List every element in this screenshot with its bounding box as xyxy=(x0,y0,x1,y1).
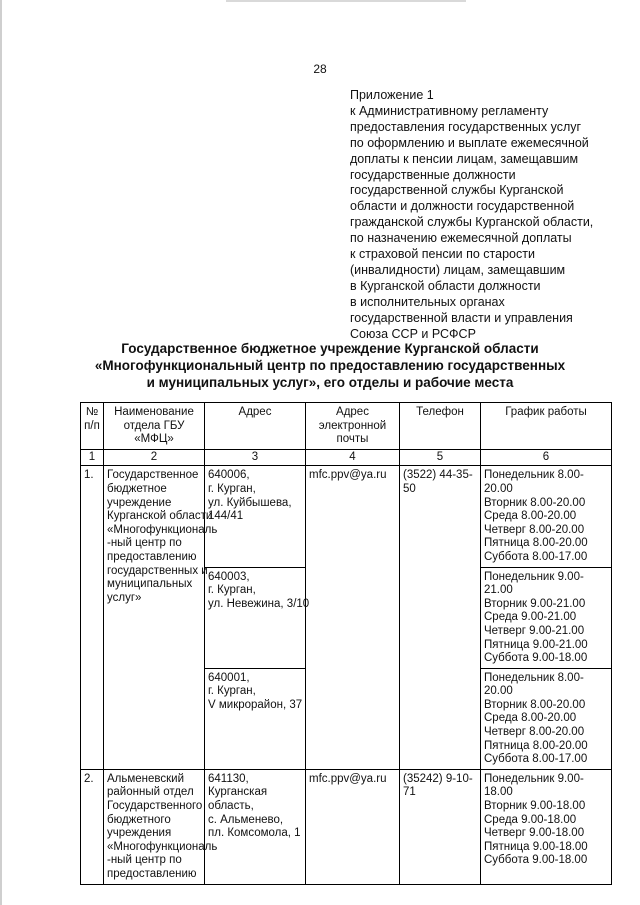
email-cell: mfc.ppv@ya.ru xyxy=(306,466,400,769)
text-line: доплаты к пенсии лицам, замещавшим xyxy=(350,151,579,166)
column-number-row xyxy=(81,449,612,466)
text-line: Курганской области xyxy=(107,510,213,523)
text-line: области и должности государственной xyxy=(350,199,575,214)
text-line: 71 xyxy=(403,786,416,799)
text-line: -ный центр по xyxy=(107,537,182,550)
col-number: 3 xyxy=(205,449,306,466)
text-line: услуг» xyxy=(107,591,142,604)
text-line: Союза ССР и РСФСР xyxy=(350,326,476,341)
text-line: 20.00 xyxy=(484,685,513,698)
text-line: г. Курган, xyxy=(208,584,256,597)
col-number: 5 xyxy=(400,449,481,466)
appendix-block xyxy=(350,88,622,343)
header-schedule: График работы xyxy=(481,403,612,450)
schedule-cell xyxy=(481,567,612,668)
text-line: к страховой пенсии по старости xyxy=(350,247,535,262)
text-line: муниципальных xyxy=(107,578,193,591)
text-line: 640006, xyxy=(208,469,250,482)
text-line: Понедельник 8.00- xyxy=(484,671,584,684)
text-line: Пятница 8.00-20.00 xyxy=(484,739,588,752)
text-line: бюджетного xyxy=(107,813,171,826)
header-email: Адрес электронной почты xyxy=(306,403,400,450)
text-line: Среда 9.00-21.00 xyxy=(484,611,577,624)
department-name xyxy=(104,769,218,884)
text-line: Среда 8.00-20.00 xyxy=(484,510,577,523)
text-line: и муниципальных услуг», его отделы и рабочие места xyxy=(146,375,514,390)
schedule-cell xyxy=(481,668,612,769)
text-line: пл. Комсомола, 1 xyxy=(208,827,301,840)
header-address: Адрес xyxy=(205,403,306,450)
address-cell xyxy=(205,668,306,769)
text-line: к Административному регламенту xyxy=(350,103,549,118)
row-number: 1. xyxy=(81,466,104,769)
text-line: учреждение xyxy=(107,496,172,509)
text-line: в исполнительных органах xyxy=(350,294,505,309)
scan-edge xyxy=(0,0,2,905)
col-number: 2 xyxy=(104,449,205,466)
text-line: предоставлению xyxy=(107,868,197,880)
schedule-cell xyxy=(481,769,612,884)
phone-cell xyxy=(400,466,481,769)
text-line: 50 xyxy=(403,482,416,495)
address-cell xyxy=(205,466,306,567)
text-line: Четверг 8.00-20.00 xyxy=(484,523,585,536)
text-line: 640001, xyxy=(208,671,250,684)
address-cell xyxy=(205,769,306,884)
text-line: ул. Невежина, 3/10 xyxy=(208,597,310,610)
text-line: (инвалидности) лицам, замещавшим xyxy=(350,262,566,277)
text-line: 18.00 xyxy=(484,786,513,799)
text-line: -ный центр по xyxy=(107,854,182,867)
text-line: Четверг 9.00-18.00 xyxy=(484,827,585,840)
row-number: 2. xyxy=(81,769,104,884)
col-number: 1 xyxy=(81,449,104,466)
header-phone: Телефон xyxy=(400,403,481,450)
text-line: Пятница 8.00-20.00 xyxy=(484,537,588,550)
text-line: Альменевский xyxy=(107,772,185,785)
text-line: предоставлению xyxy=(107,550,197,563)
table-row xyxy=(81,466,612,567)
text-line: Вторник 8.00-20.00 xyxy=(484,496,586,509)
text-line: государственные должности xyxy=(350,167,516,182)
text-line: 641130, xyxy=(208,772,249,785)
header-name: Наименование отдела ГБУ «МФЦ» xyxy=(104,403,205,450)
text-line: Четверг 9.00-21.00 xyxy=(484,624,585,637)
text-line: Приложение 1 xyxy=(350,88,434,102)
scan-top-mark xyxy=(226,0,466,2)
text-line: по оформлению и выплате ежемесячной xyxy=(350,135,589,150)
text-line: Суббота 8.00-17.00 xyxy=(484,753,588,766)
page-number: 28 xyxy=(313,62,327,76)
text-line: Вторник 8.00-20.00 xyxy=(484,698,586,711)
text-line: Государственного xyxy=(107,800,203,813)
text-line: Среда 9.00-18.00 xyxy=(484,813,577,826)
text-line: Государственное бюджетное учреждение Курганской области xyxy=(121,341,539,356)
text-line: 640003, xyxy=(208,570,250,583)
text-line: (3522) 44-35- xyxy=(403,469,473,482)
text-line: (35242) 9-10- xyxy=(403,772,473,785)
col-number: 6 xyxy=(481,449,612,466)
text-line: бюджетное xyxy=(107,482,167,495)
email-cell: mfc.ppv@ya.ru xyxy=(306,769,400,884)
schedule-cell xyxy=(481,466,612,567)
phone-cell xyxy=(400,769,481,884)
document-title xyxy=(40,340,620,391)
text-line: Среда 8.00-20.00 xyxy=(484,712,577,725)
text-line: «Многофункциональ xyxy=(107,523,218,536)
text-line: государственной службы Курганской xyxy=(350,183,564,198)
text-line: Вторник 9.00-21.00 xyxy=(484,597,586,610)
text-line: ул. Куйбышева, xyxy=(208,496,292,509)
text-line: Пятница 9.00-18.00 xyxy=(484,840,588,853)
text-line: с. Альменево, xyxy=(208,813,284,826)
text-line: 20.00 xyxy=(484,482,513,495)
text-line: предоставления государственных услуг xyxy=(350,119,582,134)
department-name xyxy=(104,466,218,769)
header-num: № п/п xyxy=(81,403,104,450)
text-line: Понедельник 9.00- xyxy=(484,772,584,785)
text-line: учреждения xyxy=(107,827,172,840)
text-line: Курганская xyxy=(208,786,268,799)
text-line: 144/41 xyxy=(208,510,244,523)
text-line: государственной власти и управления xyxy=(350,310,573,325)
text-line: гражданской службы Курганской области, xyxy=(350,215,594,230)
text-line: в Курганской области должности xyxy=(350,278,541,293)
text-line: Вторник 9.00-18.00 xyxy=(484,800,586,813)
address-cell xyxy=(205,567,310,668)
text-line: Понедельник 9.00- xyxy=(484,570,584,583)
col-number: 4 xyxy=(306,449,400,466)
table-row xyxy=(81,769,612,884)
text-line: Государственное xyxy=(107,469,199,482)
text-line: Четверг 8.00-20.00 xyxy=(484,726,585,739)
text-line: по назначению ежемесячной доплаты xyxy=(350,231,572,246)
text-line: 21.00 xyxy=(484,584,513,597)
text-line: Пятница 9.00-21.00 xyxy=(484,638,588,651)
header-row xyxy=(81,403,612,450)
text-line: районный отдел xyxy=(107,786,194,799)
text-line: Понедельник 8.00- xyxy=(484,469,584,482)
text-line: «Многофункциональный центр по предоставлению государственных xyxy=(94,358,566,373)
text-line: Суббота 8.00-17.00 xyxy=(484,550,588,563)
text-line: «Многофункциональ xyxy=(107,840,218,853)
mfc-table xyxy=(80,402,612,885)
text-line: государственных и xyxy=(107,564,208,577)
text-line: Суббота 9.00-18.00 xyxy=(484,652,588,665)
text-line: г. Курган, xyxy=(208,482,256,495)
text-line: область, xyxy=(208,800,254,813)
text-line: г. Курган, xyxy=(208,685,256,698)
text-line: Суббота 9.00-18.00 xyxy=(484,854,588,867)
text-line: V микрорайон, 37 xyxy=(208,698,303,711)
